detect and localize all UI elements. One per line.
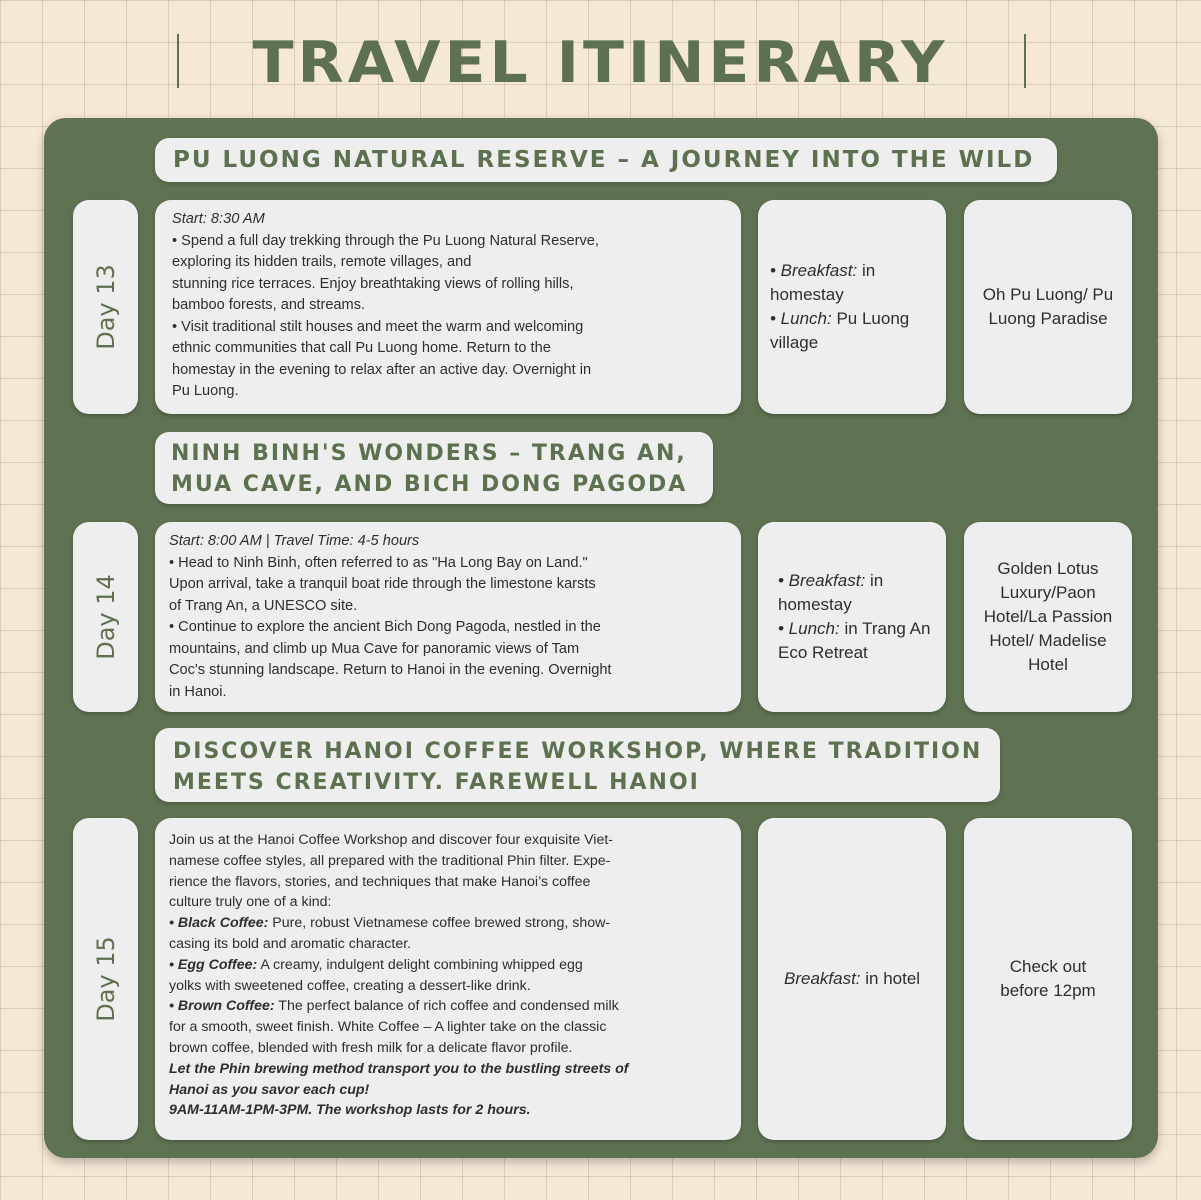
egg-coffee-label: • Egg Coffee:	[169, 956, 258, 973]
day-14-heading	[155, 432, 713, 504]
itinerary-board	[44, 118, 1158, 1158]
egg-coffee-text: A creamy, indulgent delight combining whipped egg	[257, 956, 583, 973]
meal-label: • Lunch:	[778, 619, 840, 638]
day-15-card	[73, 818, 138, 1140]
day-15-label: Day 15	[91, 936, 120, 1022]
day-15-description	[155, 818, 741, 1140]
brown-coffee-text: brown coffee, blended with fresh milk for a delicate flavor profile.	[169, 1039, 573, 1056]
day-13-description	[155, 200, 741, 414]
hotel-text: Check out before 12pm	[1000, 957, 1096, 1000]
intro-line: rience the flavors, stories, and techniques that make Hanoi’s coffee	[169, 873, 591, 890]
day-14-label: Day 14	[91, 574, 120, 660]
day-14-line: mountains, and climb up Mua Cave for panoramic views of Tam	[169, 640, 580, 657]
closing-line: Hanoi as you savor each cup!	[169, 1081, 370, 1098]
meal-label: Breakfast:	[784, 969, 861, 988]
title-area	[0, 20, 1201, 110]
day-13-card	[73, 200, 138, 414]
meal-label: • Breakfast:	[770, 261, 858, 280]
day-13-line: • Visit traditional stilt houses and meet the warm and welcoming	[172, 318, 584, 335]
day-13-line: • Spend a full day trekking through the Pu Luong Natural Reserve,	[172, 232, 599, 249]
title-divider-right	[1024, 34, 1026, 88]
day-13-line: homestay in the evening to relax after an active day. Overnight in	[172, 361, 592, 378]
heading-line: MEETS CREATIVITY. FAREWELL HANOI	[173, 770, 700, 795]
day-13-meals	[758, 200, 946, 414]
day-14-start: Start: 8:00 AM | Travel Time: 4-5 hours	[169, 533, 420, 549]
workshop-times: 9AM-11AM-1PM-3PM. The workshop lasts for 2 hours.	[169, 1102, 531, 1119]
day-13-heading: PU LUONG NATURAL RESERVE – A JOURNEY INTO THE WILD	[155, 138, 1057, 182]
day-13-line: bamboo forests, and streams.	[172, 297, 366, 313]
day-13-hotel	[964, 200, 1132, 414]
meal-text: Pu Luong village	[770, 309, 910, 352]
meal-label: • Lunch:	[770, 309, 832, 328]
hotel-text: Oh Pu Luong/ Pu Luong Paradise	[982, 285, 1114, 328]
day-14-line: Upon arrival, take a tranquil boat ride through the limestone karsts	[169, 576, 596, 592]
brown-coffee-label: • Brown Coffee:	[169, 998, 275, 1015]
day-15-meals	[758, 818, 946, 1140]
meal-text: in Trang An Eco Retreat	[778, 619, 931, 662]
day-13-line: exploring its hidden trails, remote villages, and	[172, 254, 472, 270]
heading-line: DISCOVER HANOI COFFEE WORKSHOP, WHERE TRADITION	[173, 739, 983, 764]
black-coffee-text: casing its bold and aromatic character.	[169, 935, 412, 952]
heading-line: MUA CAVE, AND BICH DONG PAGODA	[171, 472, 688, 497]
day-14-description	[155, 522, 741, 712]
day-13-line: stunning rice terraces. Enjoy breathtaking views of rolling hills,	[172, 275, 574, 292]
meal-text: in hotel	[860, 969, 921, 988]
day-14-hotel	[964, 522, 1132, 712]
day-13-line: Pu Luong.	[172, 383, 239, 399]
day-14-line: • Head to Ninh Binh, often referred to as "Ha Long Bay on Land."	[169, 554, 588, 571]
day-14-line: Coc's stunning landscape. Return to Hanoi in the evening. Overnight	[169, 662, 612, 678]
meal-label: • Breakfast:	[778, 571, 866, 590]
brown-coffee-text: for a smooth, sweet finish. White Coffee – A lighter take on the classic	[169, 1019, 607, 1036]
closing-line: Let the Phin brewing method transport you to the bustling streets of	[169, 1060, 629, 1077]
day-14-line: in Hanoi.	[169, 683, 227, 700]
egg-coffee-text: yolks with sweetened coffee, creating a dessert-like drink.	[169, 977, 531, 994]
intro-line: namese coffee styles, all prepared with the traditional Phin filter. Expe-	[169, 852, 611, 869]
day-13-start: Start: 8:30 AM	[172, 211, 265, 227]
black-coffee-label: • Black Coffee:	[169, 915, 269, 932]
page-title: TRAVEL ITINERARY	[252, 29, 949, 97]
intro-line: Join us at the Hanoi Coffee Workshop and discover four exquisite Viet-	[169, 832, 614, 848]
meal-text: in homestay	[778, 571, 884, 614]
day-14-meals	[758, 522, 946, 712]
day-14-line: • Continue to explore the ancient Bich Dong Pagoda, nestled in the	[169, 619, 601, 635]
brown-coffee-text: The perfect balance of rich coffee and condensed milk	[274, 998, 619, 1015]
hotel-text: Golden Lotus Luxury/Paon Hotel/La Passion Hotel/ Madelise Hotel	[983, 559, 1113, 674]
day-14-card	[73, 522, 138, 712]
day-15-hotel	[964, 818, 1132, 1140]
day-15-heading	[155, 728, 1000, 802]
heading-line: NINH BINH'S WONDERS – TRANG AN,	[171, 441, 687, 466]
day-13-line: ethnic communities that call Pu Luong home. Return to the	[172, 340, 551, 356]
black-coffee-text: Pure, robust Vietnamese coffee brewed strong, show-	[268, 915, 611, 932]
day-13-label: Day 13	[91, 264, 120, 350]
day-14-line: of Trang An, a UNESCO site.	[169, 597, 358, 614]
intro-line: culture truly one of a kind:	[169, 894, 332, 911]
meal-text: in homestay	[770, 261, 876, 304]
